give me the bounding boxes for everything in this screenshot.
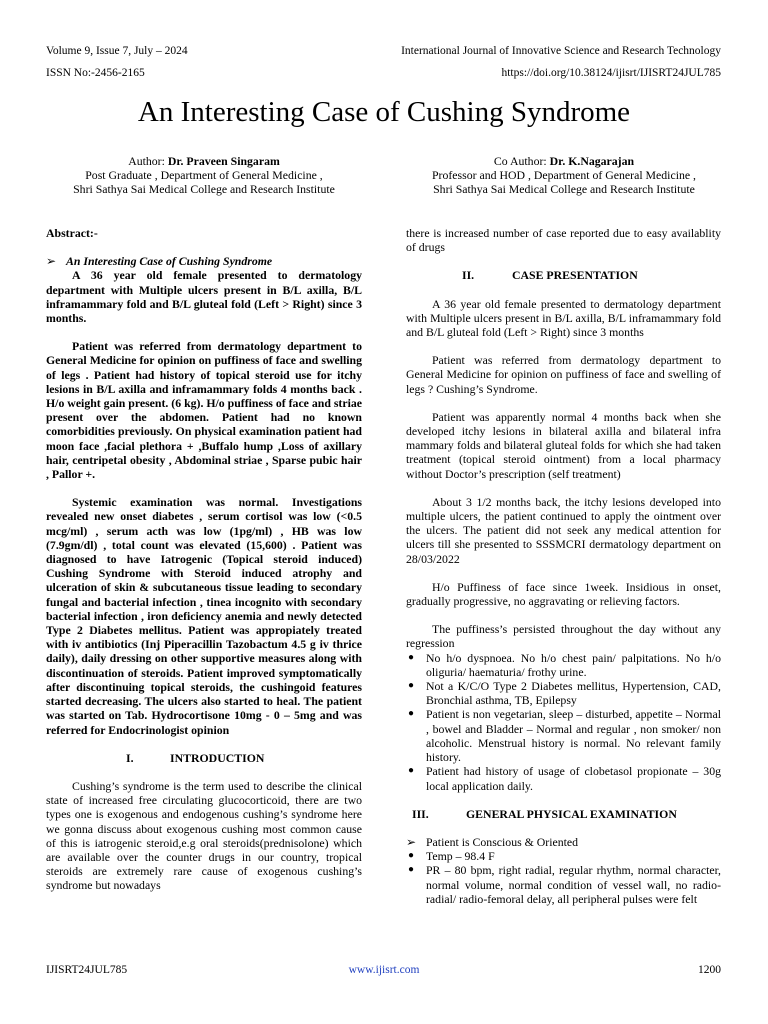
introduction-heading xyxy=(46,751,362,765)
list-item-text: Not a K/C/O Type 2 Diabetes mellitus, Hypertension, CAD, Bronchial asthma, TB, Epilepsy xyxy=(426,679,721,708)
general-exam-heading xyxy=(406,807,721,821)
list-item xyxy=(406,849,721,863)
author-affiliation-1: Post Graduate , Department of General Medicine , xyxy=(85,168,323,182)
arrow-icon: ➢ xyxy=(46,254,56,269)
abstract-paragraph-1: A 36 year old female presented to dermatology department with Multiple ulcers present in B/L axilla, B/L inframammary fold and B/L gluteal fold (Left > Right) since 3 months. xyxy=(46,268,362,326)
bullet-icon: ● xyxy=(408,708,415,720)
case-presentation-heading xyxy=(406,268,721,282)
right-column xyxy=(406,226,721,906)
list-item xyxy=(406,764,721,792)
case-paragraph-5: H/o Puffiness of face since 1week. Insidious in onset, gradually progressive, no aggravating or relieving factors. xyxy=(406,579,721,609)
list-item-text: Patient had history of usage of clobetasol propionate – 30g local application daily. xyxy=(426,764,721,793)
coauthor-affiliation-2: Shri Sathya Sai Medical College and Research Institute xyxy=(433,182,695,196)
abstract-paragraph-3: Systemic examination was normal. Investigations revealed new onset diabetes , serum cortisol was low (<0.5 mcg/ml) , serum acth was low (1pg/ml) , HB was low (7.9gm/dl) , total count was elevated (15,600) . Patient was diagnosed to have Iatrogenic (Topical steroid induced) Cushing Syndrome with Steroid induced atrophy and ulceration of skin & subcutaneous tissue leading to secondary fungal and bacterial infection , tinea incognito with secondary bacterial infection , iron deficiency anemia and newly detected Type 2 Diabetes mellitus. Patient was appropiately treated with iv antibiotics (Inj Piperacillin Tazobactum 4.5 g iv thrice daily), daily dressing on other supportive measures along with discontinuation of steroids. Patient improved symptomatically after discontinuing topical steroids, the cushingoid features started decreasing. The ulcers also started to heal. The patient was started on Tab. Hydrocortisone 10mg - 0 – 5mg and was referred for Endocrinologist opinion xyxy=(46,495,362,737)
bullet-icon: ● xyxy=(408,850,415,862)
bullet-icon: ● xyxy=(408,680,415,692)
abstract-heading: Abstract:- xyxy=(46,226,98,240)
bullet-icon: ● xyxy=(408,765,415,777)
list-item-text: Patient is non vegetarian, sleep – disturbed, appetite – Normal , bowel and Bladder – Normal and regular , non smoker/ non alcoholic. Menstrual history is normal. No relevant family history. xyxy=(426,707,721,765)
coauthor-affiliation-1: Professor and HOD , Department of General Medicine , xyxy=(431,168,697,182)
list-item xyxy=(406,835,721,849)
footer-article-id: IJISRT24JUL785 xyxy=(46,964,128,976)
case-paragraph-1: A 36 year old female presented to dermatology department with Multiple ulcers present in B/L axilla, B/L inframammary fold and B/L gluteal fold (Left > Right) since 3 months xyxy=(406,296,721,340)
doi-link[interactable]: https://doi.org/10.38124/ijisrt/IJISRT24JUL785 xyxy=(501,67,721,79)
abstract-paragraph-2: Patient was referred from dermatology department to General Medicine for opinion on puffiness of face and swelling of legs . Patient had history of topical steroid use for itchy lesions in B/L axilla and inframammary folds 4 months back . H/o weight gain present. (6 kg). H/o puffiness of face and striae present over the abdomen. Patient had no known comorbidities previously. On physical examination patient had moon face ,facial plethora + ,Buffalo hump ,Loss of axillary hair, centripetal obesity , Abdominal striae , Sparse pubic hair , Pallor +. xyxy=(46,339,362,482)
list-item-text: Patient is Conscious & Oriented xyxy=(426,834,579,849)
journal-name: International Journal of Innovative Science and Research Technology xyxy=(401,45,721,57)
section-title: CASE PRESENTATION xyxy=(512,268,638,283)
section-number: II. xyxy=(462,268,475,283)
left-column xyxy=(46,226,362,893)
section-title: INTRODUCTION xyxy=(170,750,265,765)
list-item xyxy=(406,707,721,764)
footer-page-number: 1200 xyxy=(698,964,721,976)
author-name: Dr. Praveen Singaram xyxy=(167,154,280,168)
list-item-text: PR – 80 bpm, right radial, regular rhythm, normal character, normal volume, normal condition of vessel wall, no radio-radial/ radio-femoral delay, all peripheral pulses were felt xyxy=(426,863,721,906)
author-affiliation-2: Shri Sathya Sai Medical College and Research Institute xyxy=(73,182,335,196)
introduction-paragraph-continued: there is increased number of case reported due to easy availablity of drugs xyxy=(406,226,721,255)
list-item-text: No h/o dyspnoea. No h/o chest pain/ palpitations. No h/o oliguria/ haematuria/ frothy urine. xyxy=(426,650,721,679)
list-item xyxy=(406,863,721,906)
paper-title: An Interesting Case of Cushing Syndrome xyxy=(137,96,631,128)
coauthor-info xyxy=(404,154,724,196)
bullet-icon: ● xyxy=(408,651,415,663)
case-paragraph-2: Patient was referred from dermatology department to General Medicine for opinion on puffiness of face and swelling of legs ? Cushing’s Syndrome. xyxy=(406,353,721,396)
coauthor-name: Dr. K.Nagarajan xyxy=(549,154,635,168)
bullet-icon: ● xyxy=(408,864,415,876)
coauthor-label: Co Author: xyxy=(493,154,550,168)
issn: ISSN No:-2456-2165 xyxy=(46,67,145,79)
footer-website-link[interactable]: www.ijisrt.com xyxy=(348,964,420,976)
section-number: I. xyxy=(126,750,134,765)
section-number: III. xyxy=(412,806,429,821)
arrow-icon: ➢ xyxy=(406,834,416,849)
list-item xyxy=(406,651,721,679)
section-title: GENERAL PHYSICAL EXAMINATION xyxy=(466,806,677,821)
abstract-subheading: An Interesting Case of Cushing Syndrome xyxy=(66,254,273,269)
case-paragraph-4: About 3 1/2 months back, the itchy lesions developed into multiple ulcers, the patient continued to apply the ointment over the ulcers. The patient did not seek any medical attention for ulcers till she presented to SSSMCRI dermatology department on 28/03/2022 xyxy=(406,494,721,566)
case-paragraph-3: Patient was apparently normal 4 months back when she developed itchy lesions in bilateral axilla and bilateral infra mammary folds and bilateral gluteal folds for which she had taken treatment (topical steroid ointment) from a local pharmacy without Doctor’s prescription (self treatment) xyxy=(406,409,721,481)
author-label: Author: xyxy=(128,154,168,168)
introduction-paragraph: Cushing’s syndrome is the term used to describe the clinical state of increased free circulating glucocorticoid, there are two types one is exogenous and endogenous cushing’s syndrome here we gonna discuss about exogenous cushing most common cause of this is iatrogenic steroid,e.g oral steroids(prednisolone) which are available over the counter drugs in our country, tropical steroids are extremely rare cause of exogenous cushing’s syndrome but nowadays xyxy=(46,778,362,893)
author-info xyxy=(44,154,364,196)
list-item-text: Temp – 98.4 F xyxy=(426,849,495,864)
abstract-subheading-item xyxy=(46,254,362,268)
list-item xyxy=(406,679,721,707)
case-paragraph-6: The puffiness’s persisted throughout the day without any regression xyxy=(406,622,721,651)
volume-info: Volume 9, Issue 7, July – 2024 xyxy=(46,45,188,57)
